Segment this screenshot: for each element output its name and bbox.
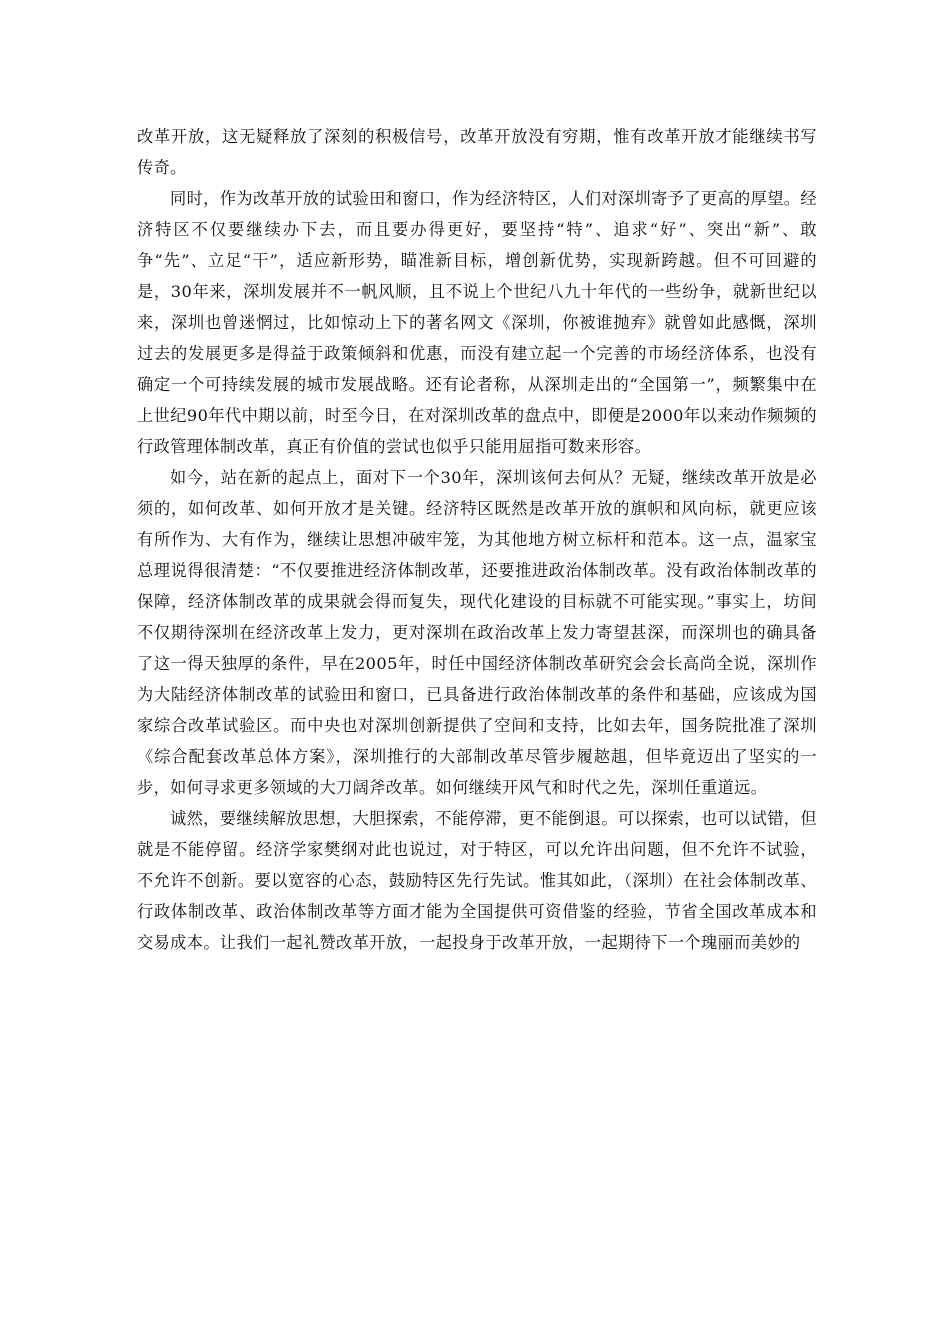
article-body (137, 121, 817, 958)
paragraph-2: 同时，作为改革开放的试验田和窗口，作为经济特区，人们对深圳寄予了更高的厚望。经济特区不仅要继续办下去，而且要办得更好，要坚持“特”、追求“好”、突出“新”、敢争“先”、立足“干”，适应新形势，瞄准新目标，增创新优势，实现新跨越。但不可回避的是，30年来，深圳发展并不一帆风顺，且不说上个世纪八九十年代的一些纷争，就新世纪以来，深圳也曾迷惘过，比如惊动上下的著名网文《深圳，你被谁抛弃》就曾如此感慨，深圳过去的发展更多是得益于政策倾斜和优惠，而没有建立起一个完善的市场经济体系，也没有确定一个可持续发展的城市发展战略。还有论者称，从深圳走出的“全国第一”，频繁集中在上世纪90年代中期以前，时至今日，在对深圳改革的盘点中，即便是2000年以来动作频频的行政管理体制改革，真正有价值的尝试也似乎只能用屈指可数来形容。 (137, 189, 817, 456)
paragraph-1: 改革开放，这无疑释放了深刻的积极信号，改革开放没有穷期，惟有改革开放才能继续书写传奇。 (137, 127, 817, 177)
paragraph-3: 如今，站在新的起点上，面对下一个30年，深圳该何去何从？无疑，继续改革开放是必须的，如何改革、如何开放才是关键。经济特区既然是改革开放的旗帜和风向标，就更应该有所作为、大有作为，继续让思想冲破牢笼，为其他地方树立标杆和范本。这一点，温家宝总理说得很清楚：“不仅要推进经济体制改革，还要推进政治体制改革。没有政治体制改革的保障，经济体制改革的成果就会得而复失，现代化建设的目标就不可能实现。”事实上，坊间不仅期待深圳在经济改革上发力，更对深圳在政治改革上发力寄望甚深，而深圳也的确具备了这一得天独厚的条件，早在2005年，时任中国经济体制改革研究会会长高尚全说，深圳作为大陆经济体制改革的试验田和窗口，已具备进行政治体制改革的条件和基础，应该成为国家综合改革试验区。而中央也对深圳创新提供了空间和支持，比如去年，国务院批准了深圳《综合配套改革总体方案》，深圳推行的大部制改革尽管步履趑趄，但毕竟迈出了坚实的一步，如何寻求更多领域的大刀阔斧改革。如何继续开风气和时代之先，深圳任重道远。 (137, 468, 817, 797)
paragraph-4: 诚然，要继续解放思想，大胆探索，不能停滞，更不能倒退。可以探索，也可以试错，但就是不能停留。经济学家樊纲对此也说过，对于特区，可以允许出问题，但不允许不试验，不允许不创新。要以宽容的心态，鼓励特区先行先试。惟其如此，（深圳）在社会体制改革、行政体制改革、政治体制改革等方面才能为全国提供可资借鉴的经验，节省全国改革成本和交易成本。让我们一起礼赞改革开放，一起投身于改革开放，一起期待下一个瑰丽而美妙的 (137, 809, 817, 952)
